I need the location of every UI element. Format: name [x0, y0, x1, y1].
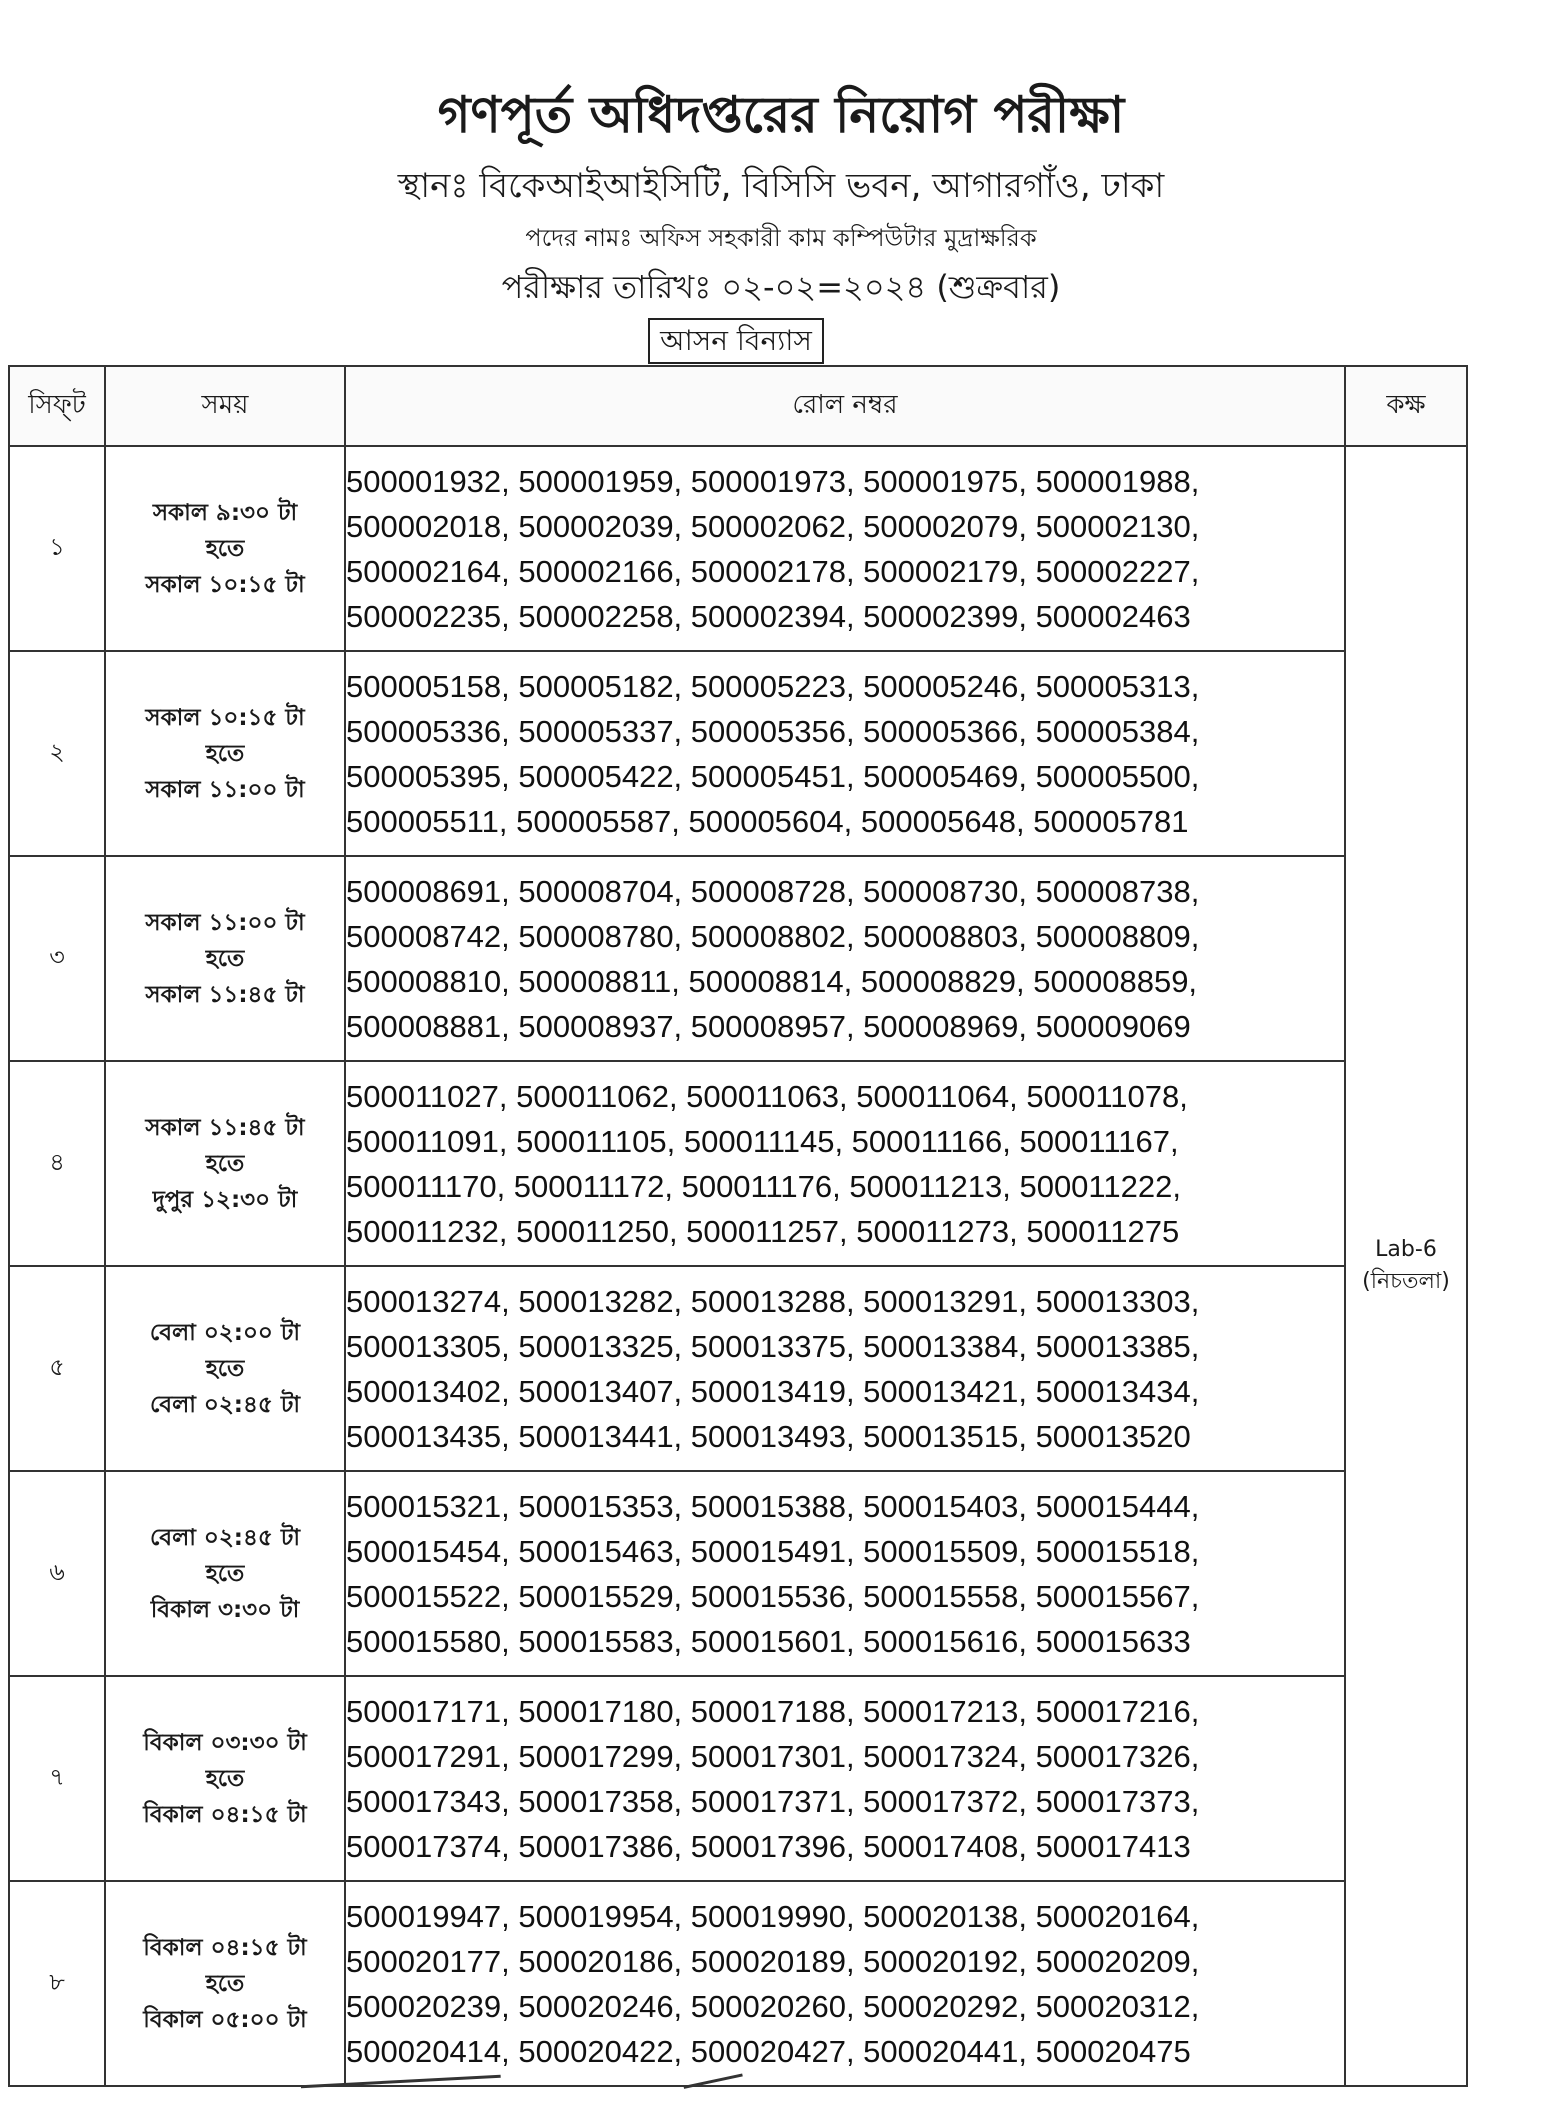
roll-number-line: 500015580, 500015583, 500015601, 500015616, 500015633 [346, 1623, 1191, 1659]
time-line: বেলা ০২:৪৫ টা [149, 1391, 301, 1418]
roll-number-line: 500002164, 500002166, 500002178, 500002179, 500002227, [346, 553, 1200, 589]
roll-number-line: 500015321, 500015353, 500015388, 500015403, 500015444, [346, 1488, 1200, 1524]
roll-numbers [345, 651, 1345, 856]
exam-title: গণপূর্ত অধিদপ্তরের নিয়োগ পরীক্ষা [437, 86, 1125, 144]
time-line: হতে [205, 1150, 245, 1177]
time-line: সকাল ১০:১৫ টা [145, 704, 305, 731]
time-line: বিকাল ০৫:০০ টা [143, 2006, 307, 2033]
shift-time [105, 1676, 345, 1881]
time-line: সকাল ৯:৩০ টা [152, 499, 298, 526]
table-row [9, 1061, 1467, 1266]
roll-number-line: 500017291, 500017299, 500017301, 500017324, 500017326, [346, 1738, 1200, 1774]
roll-number-line: 500005511, 500005587, 500005604, 500005648, 500005781 [346, 803, 1189, 839]
roll-number-line: 500005158, 500005182, 500005223, 500005246, 500005313, [346, 668, 1200, 704]
time-line: হতে [205, 945, 245, 972]
header-time: সময় [105, 366, 345, 446]
roll-number-line: 500008810, 500008811, 500008814, 500008829, 500008859, [346, 963, 1198, 999]
roll-numbers [345, 1676, 1345, 1881]
roll-number-line: 500001932, 500001959, 500001973, 500001975, 500001988, [346, 463, 1200, 499]
roll-number-line: 500020414, 500020422, 500020427, 500020441, 500020475 [346, 2033, 1191, 2069]
shift-number: ৫ [9, 1266, 105, 1471]
roll-numbers [345, 856, 1345, 1061]
table-row [9, 1471, 1467, 1676]
roll-number-line: 500005395, 500005422, 500005451, 500005469, 500005500, [346, 758, 1200, 794]
table-row [9, 1676, 1467, 1881]
time-line: সকাল ১০:১৫ টা [145, 571, 305, 598]
header-room: কক্ষ [1345, 366, 1467, 446]
exam-date: পরীক্ষার তারিখঃ ০২-০২=২০২৪ (শুক্রবার) [501, 268, 1061, 306]
roll-number-line: 500008691, 500008704, 500008728, 500008730, 500008738, [346, 873, 1200, 909]
roll-number-line: 500015522, 500015529, 500015536, 500015558, 500015567, [346, 1578, 1200, 1614]
shift-time [105, 446, 345, 651]
shift-number: ৩ [9, 856, 105, 1061]
roll-number-line: 500013402, 500013407, 500013419, 500013421, 500013434, [346, 1373, 1200, 1409]
roll-number-line: 500011027, 500011062, 500011063, 500011064, 500011078, [346, 1078, 1188, 1114]
time-line: হতে [205, 1560, 245, 1587]
time-line: সকাল ১১:০০ টা [145, 776, 305, 803]
time-line: বিকাল ০৪:১৫ টা [143, 1934, 307, 1961]
roll-number-line: 500015454, 500015463, 500015491, 500015509, 500015518, [346, 1533, 1200, 1569]
room-name: Lab-6 [1375, 1237, 1437, 1262]
shift-number: ৮ [9, 1881, 105, 2086]
post-name: পদের নামঃ অফিস সহকারী কাম কম্পিউটার মুদ্রাক্ষরিক [525, 224, 1037, 252]
header-roll: রোল নম্বর [345, 366, 1345, 446]
roll-numbers [345, 1061, 1345, 1266]
table-row [9, 1266, 1467, 1471]
roll-number-line: 500020239, 500020246, 500020260, 500020292, 500020312, [346, 1988, 1200, 2024]
shift-time [105, 1061, 345, 1266]
time-line: হতে [205, 1970, 245, 1997]
time-line: বেলা ০২:০০ টা [149, 1319, 301, 1346]
roll-number-line: 500011170, 500011172, 500011176, 500011213, 500011222, [346, 1168, 1181, 1204]
shift-number: ১ [9, 446, 105, 651]
time-line: হতে [205, 740, 245, 767]
time-line: বিকাল ০৪:১৫ টা [143, 1801, 307, 1828]
roll-number-line: 500013274, 500013282, 500013288, 500013291, 500013303, [346, 1283, 1200, 1319]
roll-number-line: 500020177, 500020186, 500020189, 500020192, 500020209, [346, 1943, 1200, 1979]
time-line: বিকাল ৩:৩০ টা [150, 1596, 300, 1623]
roll-number-line: 500002018, 500002039, 500002062, 500002079, 500002130, [346, 508, 1200, 544]
table-header-row [9, 366, 1467, 446]
table-row [9, 651, 1467, 856]
time-line: হতে [205, 1355, 245, 1382]
roll-number-line: 500013435, 500013441, 500013493, 500013515, 500013520 [346, 1418, 1191, 1454]
table-body [9, 446, 1467, 2086]
time-line: হতে [205, 535, 245, 562]
shift-number: ২ [9, 651, 105, 856]
time-line: দুপুর ১২:৩০ টা [152, 1186, 298, 1213]
roll-number-line: 500017374, 500017386, 500017396, 500017408, 500017413 [346, 1828, 1191, 1864]
shift-time [105, 1471, 345, 1676]
time-line: সকাল ১১:০০ টা [145, 909, 305, 936]
time-line: বিকাল ০৩:৩০ টা [143, 1729, 307, 1756]
roll-number-line: 500019947, 500019954, 500019990, 500020138, 500020164, [346, 1898, 1200, 1934]
shift-time [105, 1266, 345, 1471]
time-line: হতে [205, 1765, 245, 1792]
roll-number-line: 500008742, 500008780, 500008802, 500008803, 500008809, [346, 918, 1200, 954]
shift-time [105, 651, 345, 856]
table-row [9, 856, 1467, 1061]
time-line: সকাল ১১:৪৫ টা [145, 981, 305, 1008]
roll-numbers [345, 446, 1345, 651]
time-line: সকাল ১১:৪৫ টা [145, 1114, 305, 1141]
roll-number-line: 500017171, 500017180, 500017188, 500017213, 500017216, [346, 1693, 1200, 1729]
room-floor: (নিচতলা) [1362, 1269, 1450, 1294]
roll-number-line: 500008881, 500008937, 500008957, 500008969, 500009069 [346, 1008, 1191, 1044]
seat-plan-label: আসন বিন্যাস [648, 318, 824, 364]
seat-plan-table [8, 365, 1468, 2087]
roll-number-line: 500005336, 500005337, 500005356, 500005366, 500005384, [346, 713, 1200, 749]
exam-venue: স্থানঃ বিকেআইআইসিটি, বিসিসি ভবন, আগারগাঁও, ঢাকা [397, 166, 1165, 206]
roll-number-line: 500011232, 500011250, 500011257, 500011273, 500011275 [346, 1213, 1180, 1249]
room-cell [1345, 446, 1467, 2086]
table-row [9, 446, 1467, 651]
roll-numbers [345, 1266, 1345, 1471]
roll-number-line: 500013305, 500013325, 500013375, 500013384, 500013385, [346, 1328, 1200, 1364]
roll-number-line: 500017343, 500017358, 500017371, 500017372, 500017373, [346, 1783, 1200, 1819]
shift-number: ৭ [9, 1676, 105, 1881]
roll-number-line: 500002235, 500002258, 500002394, 500002399, 500002463 [346, 598, 1191, 634]
shift-number: ৪ [9, 1061, 105, 1266]
header-shift: সিফ্‌ট [9, 366, 105, 446]
shift-time [105, 856, 345, 1061]
roll-numbers [345, 1471, 1345, 1676]
roll-number-line: 500011091, 500011105, 500011145, 500011166, 500011167, [346, 1123, 1179, 1159]
time-line: বেলা ০২:৪৫ টা [149, 1524, 301, 1551]
shift-number: ৬ [9, 1471, 105, 1676]
